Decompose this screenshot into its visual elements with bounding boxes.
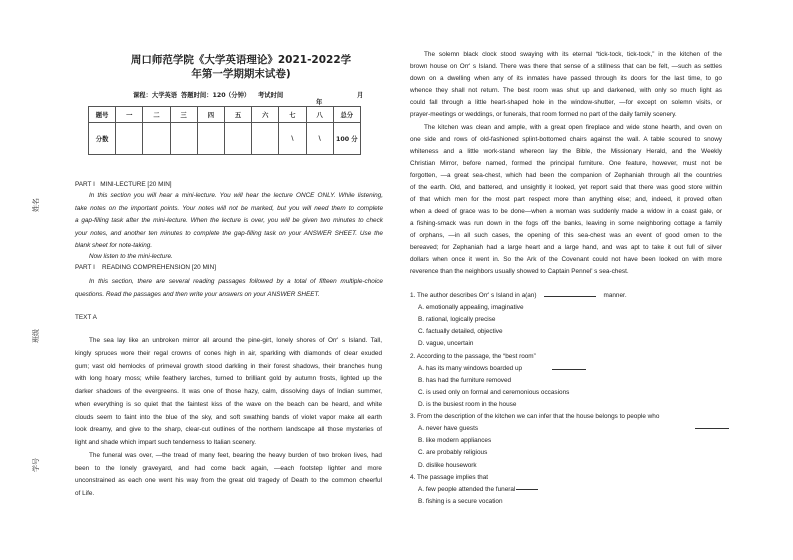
question-option: C. factually detailed, objective <box>418 328 503 336</box>
score-total-cell: 100 分 <box>333 123 360 155</box>
score-cell <box>116 123 143 155</box>
score-label-cell: 分数 <box>89 123 116 155</box>
question-stem-text: manner. <box>603 292 627 299</box>
question-stem: 3. From the description of the kitchen we can infer that the house belongs to people who <box>410 413 660 421</box>
question-option: C. is used only on formal and ceremonious occasions <box>418 388 570 396</box>
answer-blank <box>552 369 586 370</box>
score-cell <box>170 123 197 155</box>
exam-title-line-2: 年第一学期期末试卷) <box>191 68 291 80</box>
passage-line: The solemn black clock stood swaying with its eternal “tick-tock, tick-tock,” in the kitchen of the <box>424 51 722 58</box>
question-option-text: A. has its many windows boarded up <box>418 364 523 372</box>
instruction-line: In this section you will hear a mini-lecture. You will hear the lecture ONCE ONLY. While listening, <box>89 192 383 199</box>
passage-line: when a deed of grace was to be done—when a woman was suddenly made a widow in a coast gale, or <box>410 208 722 215</box>
score-cell <box>252 123 279 155</box>
passage-line: whence they shall not return. The best room was shut up and darkened, with only so much light as <box>410 87 722 94</box>
question-stem-text: 1. The author describes Orr' s Island in a(an) <box>410 292 537 299</box>
margin-label-student-id: 学号 <box>32 458 40 472</box>
passage-line: Christian Mirror, before named, formed the principal furniture. One feature, however, must not be <box>410 160 722 167</box>
course-name: 课程：大学英语 <box>133 92 178 99</box>
table-header-cell: 一 <box>116 107 143 123</box>
table-header-cell: 二 <box>143 107 170 123</box>
passage-line: brown house on Orr' s Island. There was there that sense of a stillness that can be felt, —such as settles <box>410 63 722 70</box>
passage-line: prayer-meetings or weddings, or funerals, that room formed no part of the daily family scenery. <box>410 111 677 118</box>
score-cell <box>197 123 224 155</box>
score-cell <box>143 123 170 155</box>
instruction-line: Now listen to the mini-lecture. <box>89 253 173 260</box>
question-option-text: A. few people attended the funeral <box>418 485 516 493</box>
passage-line: been to the lonely graveyard, and had come back again, —each footstep lighter and more <box>75 464 382 472</box>
instruction-line: take notes on the important points. Your notes will not be marked, but you will need them to complete <box>75 204 383 212</box>
passage-line: kingly spruces wore their regal crowns of cones high in air, sparkling with diamonds of clear exuded <box>75 349 382 357</box>
question-option <box>410 363 722 375</box>
instruction-line: your notes, and another ten minutes to complete the gap-filling task on your ANSWER SHEET. Use the <box>75 229 383 237</box>
question-option: D. vague, uncertain <box>418 340 474 348</box>
passage-line: of Life. <box>75 490 95 498</box>
passage-line: dollars when once it went in. So the Ark of the Covenant could not have been looked on with more <box>410 256 722 263</box>
table-header-cell: 总分 <box>333 107 360 123</box>
instruction-line: In this section, there are several reading passages followed by a total of fifteen multiple-choice <box>89 278 383 285</box>
instruction-line: a gap-filling task after the mini-lecture. When the lecture is over, you will be given two minutes to check <box>75 217 383 224</box>
passage-line: when everything is so quiet that the faintest kiss of the wave on the beach can be heard, and white <box>75 400 382 408</box>
question-option: D. is the busiest room in the house <box>418 400 517 408</box>
passage-line: of orphans, —in all such cases, the opening of this sea-chest was an event of good omen to the <box>410 232 722 239</box>
question-option: B. rational, logically precise <box>418 316 496 324</box>
passage-line: unconstrained as each one went his way from the great old tragedy of Death to the common cheerful <box>75 477 382 485</box>
passage-line: look dreamy, and give to the sharp, clear-cut outlines of the northern landscape all those mysteries of <box>75 426 382 434</box>
exam-time-label: 考试时间 <box>258 92 284 99</box>
exam-month-label: 月 <box>357 92 364 99</box>
passage-line: with long hoary moss; while feathery larches, turned to brilliant gold by autumn frosts, lighted up the <box>75 375 382 383</box>
table-header-cell: 五 <box>224 107 251 123</box>
question-stem <box>410 290 722 302</box>
passage-line: The sea lay like an unbroken mirror all around the pine-girt, lonely shores of Orr' s Island. Tall, <box>89 337 382 344</box>
exam-title-line-1: 周口师范学院《大学英语理论》2021-2022学 <box>130 54 352 66</box>
passage-paragraph-1 <box>75 335 382 450</box>
question-option: D. dislike housework <box>418 461 477 469</box>
part1-instructions <box>75 190 383 253</box>
passage-heading: TEXT A <box>75 314 97 321</box>
passage-line: of that which men for the most part respect more than anything else; and, indeed, it proved often <box>410 196 722 203</box>
score-cell <box>224 123 251 155</box>
passage-line: darker shadows of the evergreens. It was one of those hazy, calm, dissolving days of Indian summer, <box>75 388 382 395</box>
table-header-cell: 八 <box>306 107 333 123</box>
passage-line: clouds seem to faint into the blue of the sky, and soft swathing bands of violet vapor make all earth <box>75 413 382 421</box>
passage-paragraph-2 <box>75 450 382 501</box>
question-option: C. are probably religious <box>418 449 488 457</box>
answer-blank <box>544 296 596 297</box>
question-stem: 4. The passage implies that <box>410 473 489 481</box>
passage-line: of the earth. Old, and battered, and unsightly it looked, yet report said that there was good store within <box>410 184 722 191</box>
question-option: A. never have guests <box>418 425 479 433</box>
margin-label-name: 姓名 <box>32 198 40 212</box>
passage-line: gum; vast old hemlocks of primeval growth stood darkling in their forest shadows, their branches hung <box>75 362 382 370</box>
instruction-line: questions. Read the passages and then write your answers on your ANSWER SHEET. <box>75 291 320 298</box>
table-header-cell: 三 <box>170 107 197 123</box>
score-table-header-row <box>89 107 361 123</box>
question-option: B. has had the furniture removed <box>418 376 512 384</box>
question-list <box>410 290 722 508</box>
passage-line: forgotten, —a great sea-chest, which had been the companion of Zephaniah through all the countries <box>410 172 722 179</box>
section-heading-part2: PART I READING COMPREHENSION [20 MIN] <box>75 264 216 271</box>
score-table-score-row <box>89 123 361 155</box>
score-cell-unused-mark: \ <box>279 123 306 155</box>
exam-duration-unit: （分钟） <box>225 92 251 99</box>
passage-line: reverence than the neighbors usually showed to Captain Pennel' s sea-chest. <box>410 268 629 275</box>
answer-blank <box>516 489 538 490</box>
question-stem: 2. According to the passage, the “best room” <box>410 352 536 360</box>
passage-line: light and shade which impart such tenderness to Italian scenery. <box>75 439 257 446</box>
exam-year-label: 年 <box>316 99 323 106</box>
passage-line: a fishing-smack was run down in the fogs off the banks, leaving in some neighboring cottage a family <box>410 220 722 227</box>
passage-line: bereaved; for Zephaniah had a large heart and a large hand, and was apt to take it out full of silver <box>410 244 722 251</box>
passage-line: could fall through a little heart-shaped hole in the window-shutter, —for except on solemn visits, or <box>410 99 722 106</box>
table-header-cell: 六 <box>252 107 279 123</box>
passage-paragraph-4 <box>410 122 722 278</box>
passage-line: whiteness and a little work-stand whereon lay the Bible, the Missionary Herald, and the Weekly <box>410 148 722 155</box>
passage-line: one side and rows of old-fashioned splint-bottomed chairs against the wall. A table scoured to snowy <box>410 136 722 143</box>
score-cell-unused-mark: \ <box>306 123 333 155</box>
table-header-cell: 四 <box>197 107 224 123</box>
passage-line: The funeral was over, —the tread of many feet, bearing the heavy burden of two broken lives, had <box>89 452 382 459</box>
question-option: A. emotionally appealing, imaginative <box>418 304 524 312</box>
question-option: B. fishing is a secure vocation <box>418 497 503 505</box>
instruction-line: blank sheet for note-taking. <box>75 242 153 249</box>
section-heading-part1: PART I MINI-LECTURE [20 MIN] <box>75 181 172 188</box>
question-option <box>410 484 722 496</box>
table-header-cell: 题号 <box>89 107 116 123</box>
part2-instructions <box>75 275 383 301</box>
table-header-cell: 七 <box>279 107 306 123</box>
answer-blank <box>695 428 729 429</box>
passage-line: The kitchen was clean and ample, with a great open fireplace and wide stone hearth, and oven on <box>424 124 722 131</box>
passage-line: down on a dwelling when any of its inmates have passed through its doors for the last time, to go <box>410 75 722 82</box>
margin-label-class: 班级 <box>32 329 40 343</box>
exam-duration: 答题时间：120 <box>181 92 226 99</box>
score-table <box>88 106 361 155</box>
question-option: B. like modern appliances <box>418 437 492 445</box>
passage-paragraph-3 <box>410 49 722 121</box>
